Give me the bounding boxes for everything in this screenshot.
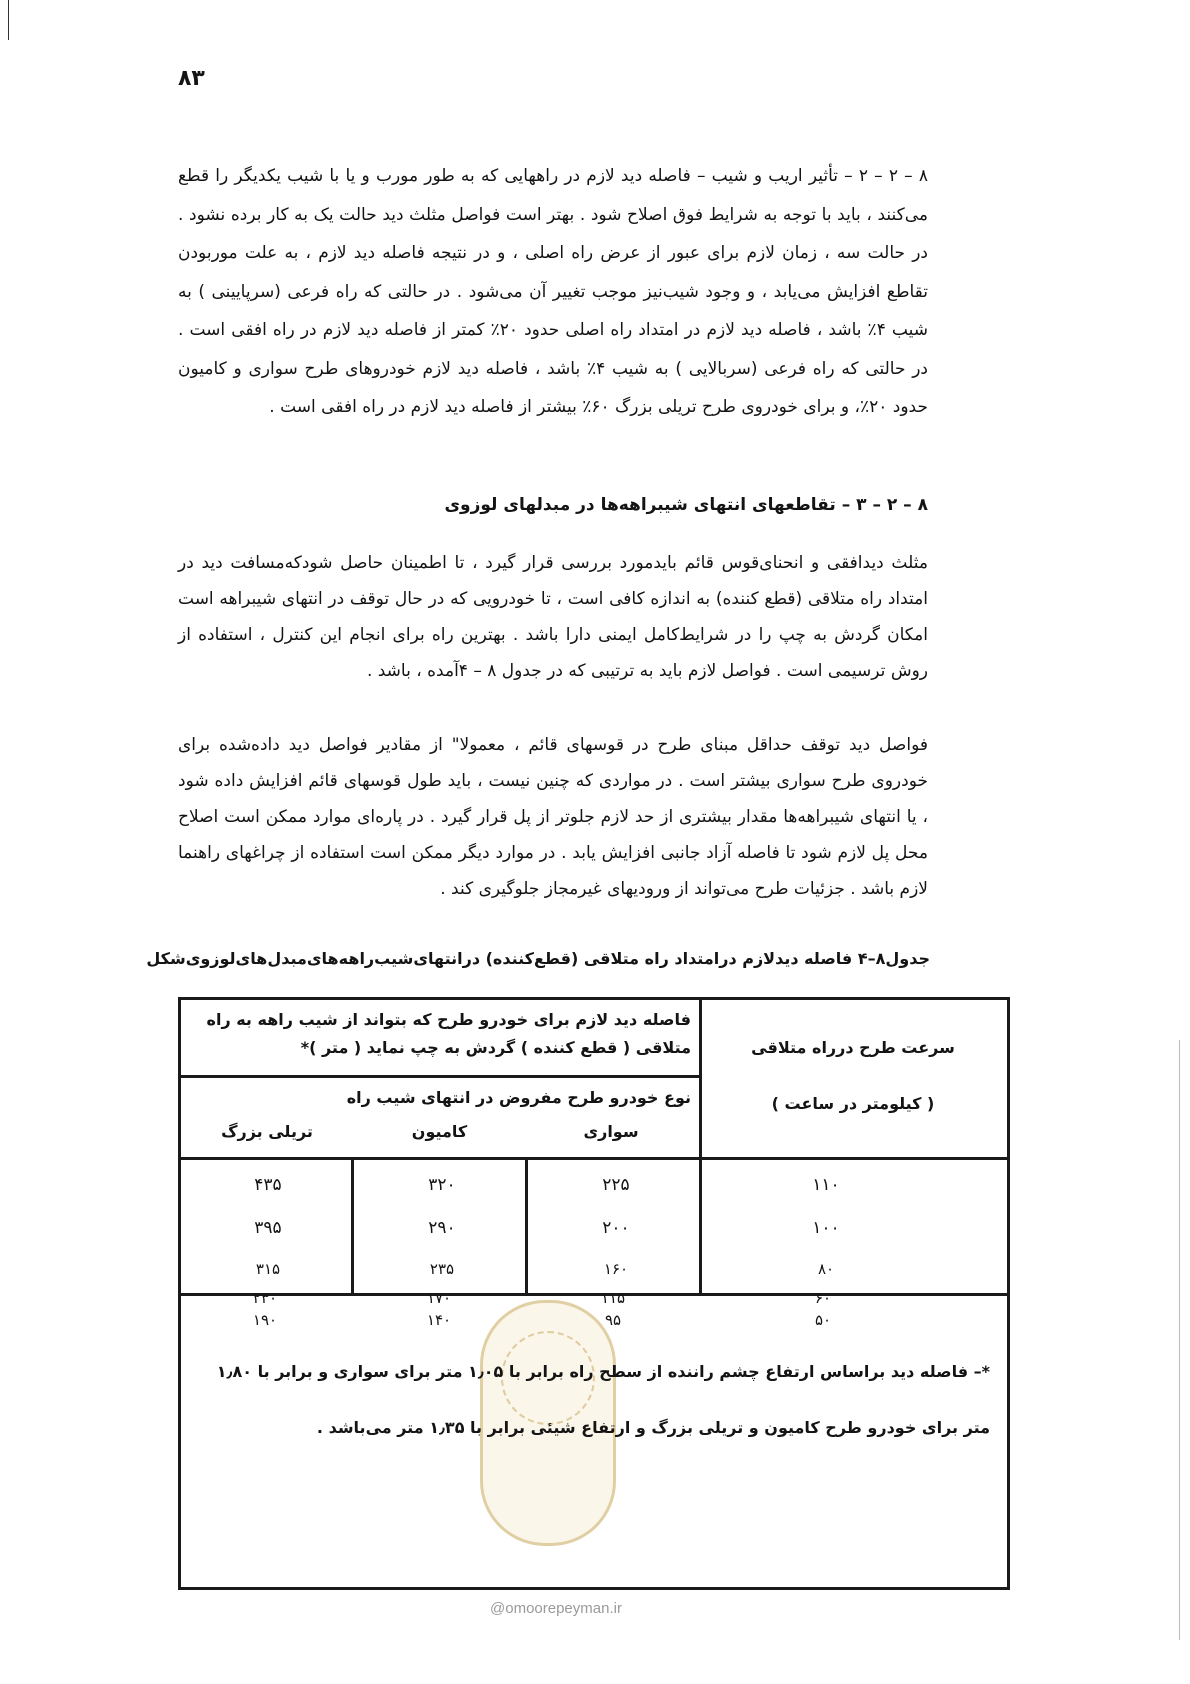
truck-distance-value: ۲۹۰ — [428, 1218, 456, 1238]
table-caption: جدول۸–۴ فاصله دیدلازم درامتداد راه متلاقی (قطع‌کننده) درانتهای‌شیب‌راهه‌های‌مبدل‌های‌لوزوی‌شکل — [146, 949, 930, 968]
page-number: ۸۳ — [178, 66, 205, 91]
car-distance-value: ۲۲۵ — [602, 1175, 630, 1195]
table-divider-truck-trailer — [351, 1157, 354, 1293]
section-8-2-3-paragraph-1: مثلث دیدافقی و انحنای‌قوس قائم بایدمورد بررسی قرار گیرد ، تا اطمینان حاصل شودکه‌مسافت دید در امتداد راه متلاقی (قطع کننده) به اندازه کافی است ، تا خودرویی که در حال توقف در انتهای شیبراهه است امکان گردش به چپ را در شرایط‌کامل ایمنی دارا باشد . بهترین راه برای انجام این کنترل ، استفاده از روش ترسیمی است . فواصل لازم باید به ترتیبی که در جدول ۸ – ۴آمده ، باشد . — [178, 553, 928, 681]
truck-distance-value: ۱۴۰ — [426, 1311, 452, 1329]
car-distance-value: ۹۵ — [604, 1311, 622, 1329]
vehicle-type-trailer: تریلی بزرگ — [221, 1122, 313, 1141]
distance-header: فاصله دید لازم برای خودرو طرح که بتواند از شیب راهه به راه متلاقی ( قطع کننده ) گردش به چپ نماید ( متر )* — [206, 1010, 691, 1057]
scan-edge-line — [1179, 1040, 1180, 1640]
trailer-distance-value: ۳۱۵ — [255, 1260, 281, 1278]
vehicle-type-header: نوع خودرو طرح مفروض در انتهای شیب راه — [346, 1088, 691, 1107]
truck-distance-value: ۱۷۰ — [426, 1289, 452, 1307]
section-8-2-2-paragraph: ۸ – ۲ – ۲ – تأثیر اریب و شیب – فاصله دید لازم در راههایی که به طور مورب و یا با شیب یکدیگر را قطع می‌کنند ، باید با توجه به شرایط فوق اصلاح شود . بهتر است فواصل مثلث دید حالت یک به کار برده نشود . در حالت سه ، زمان لازم برای عبور از عرض راه اصلی ، و در نتیجه فاصله دید لازم ، به علت موربودن تقاطع افزایش می‌یابد ، و وجود شیب‌نیز موجب تغییر آن می‌شود . در حالتی که راه فرعی (سرپایینی ) به شیب ۴٪ باشد ، فاصله دید لازم در امتداد راه اصلی حدود ۲۰٪ کمتر از فاصله دید لازم در راه افقی است . در حالتی که راه فرعی (سربالایی ) به شیب ۴٪ باشد ، فاصله دید لازم خودروهای طرح سواری و کامیون حدود ۲۰٪، و برای خودروی طرح تریلی بزرگ ۶۰٪ بیشتر از فاصله دید لازم در راه افقی است . — [178, 166, 928, 417]
table-divider-car-truck — [525, 1157, 528, 1293]
car-distance-value: ۱۱۵ — [600, 1289, 626, 1307]
trailer-distance-value: ۳۹۵ — [254, 1218, 282, 1238]
vehicle-type-car: سواری — [583, 1122, 639, 1141]
speed-value: ۶۰ — [814, 1289, 832, 1307]
table-footnote-line-1: *– فاصله دید براساس ارتفاع چشم راننده از سطح راه برابر با ۱٫۰۵ متر برای سواری و برابر با ۱٫۸۰ — [216, 1362, 990, 1381]
section-8-2-3-paragraph-2: فواصل دید توقف حداقل مبنای طرح در قوسهای قائم ، معمولا" از مقادیر فواصل دید داده‌شده برای خودروی طرح سواری بیشتر است . در مواردی که چنین نیست ، باید طول قوسهای قائم افزایش داده شود ، یا انتهای شیبراهه‌ها مقدار بیشتری از حد لازم جلوتر از پل قرار گیرد . در پاره‌ای موارد ممکن است اصلاح محل پل لازم شود تا فاصله آزاد جانبی افزایش یابد . در موارد دیگر ممکن است استفاده از چراغهای راهنما لازم باشد . جزئیات طرح می‌تواند از ورودیهای غیرمجاز جلوگیری کند . — [178, 735, 928, 899]
speed-value: ۸۰ — [817, 1260, 835, 1278]
truck-distance-value: ۳۲۰ — [428, 1175, 456, 1195]
table-divider-speed — [699, 1000, 702, 1293]
table-footnote-line-2: متر برای خودرو طرح کامیون و تریلی بزرگ و ارتفاع شیئی برابر با ۱٫۳۵ متر می‌باشد . — [316, 1418, 990, 1437]
speed-unit: ( کیلومتر در ساعت ) — [771, 1094, 935, 1113]
speed-value: ۱۱۰ — [812, 1175, 840, 1195]
truck-distance-value: ۲۳۵ — [429, 1260, 455, 1278]
car-distance-value: ۱۶۰ — [603, 1260, 629, 1278]
car-distance-value: ۲۰۰ — [602, 1218, 630, 1238]
vehicle-type-truck: کامیون — [411, 1122, 468, 1141]
trailer-distance-value: ۲۳۰ — [252, 1289, 278, 1307]
trailer-distance-value: ۱۹۰ — [252, 1311, 278, 1329]
speed-header: سرعت طرح درراه متلاقی — [751, 1038, 955, 1057]
scan-edge-mark — [8, 0, 9, 40]
trailer-distance-value: ۴۳۵ — [254, 1175, 282, 1195]
speed-value: ۱۰۰ — [812, 1218, 840, 1238]
website-watermark: @omoorepeyman.ir — [490, 1600, 622, 1617]
section-8-2-3-heading: ۸ – ۲ – ۳ – تقاطعهای انتهای شیبراهه‌ها در مبدلهای لوزوی — [444, 495, 928, 515]
table-divider-header — [181, 1157, 1007, 1160]
table-divider-distance-header — [181, 1075, 699, 1078]
speed-value: ۵۰ — [814, 1311, 832, 1329]
